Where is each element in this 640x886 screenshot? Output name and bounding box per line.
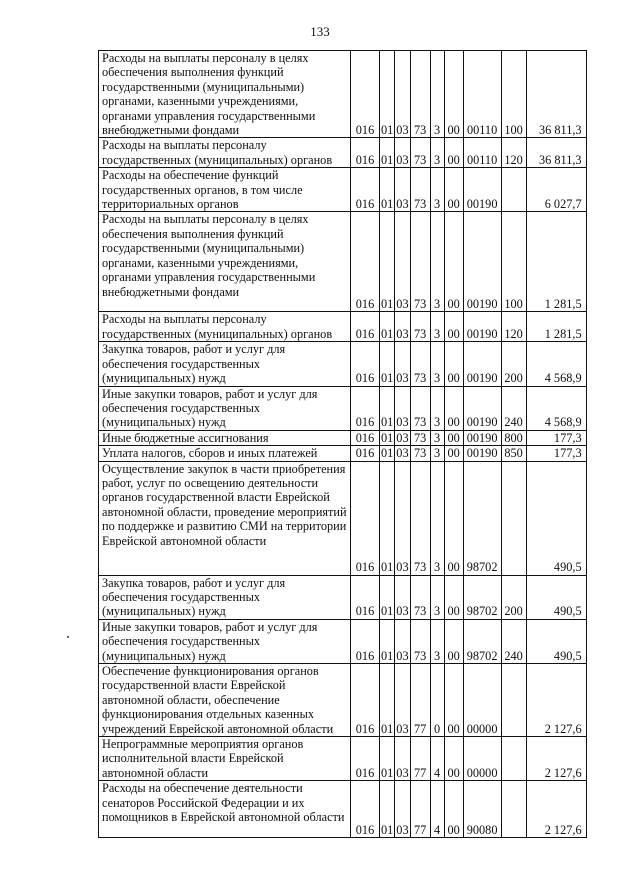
expense-type-code: 200 [501,342,526,386]
expense-type-code: 120 [501,138,526,168]
row-name: Уплата налогов, сборов и иных платежей [99,446,351,461]
subprogram-code: 3 [430,342,444,386]
section-code: 01 [380,461,395,575]
expense-type-code: 120 [501,312,526,342]
ministry-code: 016 [351,138,380,168]
amount: 1 281,5 [526,212,586,312]
subprogram-code: 3 [430,138,444,168]
article-code: 00000 [463,663,501,736]
section-code: 01 [380,212,395,312]
section-code: 01 [380,663,395,736]
subprogram-code: 3 [430,312,444,342]
section-code: 01 [380,737,395,781]
program-code: 73 [410,461,430,575]
amount: 2 127,6 [526,663,586,736]
ministry-code: 016 [351,737,380,781]
row-name: Расходы на выплаты персоналу в целях обеспечения выполнения функций государственными (муниципальными) органами, казенными учреждениями, органами управления государственными внебюджетными фондами [99,212,351,312]
subsection-code: 03 [396,430,409,445]
expense-type-code [501,737,526,781]
program-code: 73 [410,138,430,168]
expense-type-code [501,663,526,736]
subsection-code: 03 [395,168,410,212]
article-code: 90080 [463,781,501,838]
subprogram-code: 3 [430,430,444,445]
article-code: 00190 [463,386,501,430]
program-code: 73 [410,386,430,430]
ministry-code: 016 [351,446,380,461]
table-body [99,51,587,838]
subsection-code: 03 [395,51,410,138]
expense-type-code: 100 [501,212,526,312]
program-code: 73 [410,51,430,138]
subsection-code: 03 [396,446,409,461]
amount: 177,3 [526,430,586,445]
subsection-code: 03 [395,737,410,781]
ministry-code: 016 [351,781,380,838]
table-row [99,461,587,575]
subsection-code: 03 [395,461,410,575]
table-row [99,663,587,736]
program-code: 73 [410,619,430,663]
direction-code: 00 [444,446,463,461]
program-code: 73 [410,342,430,386]
expense-type-code: 200 [501,575,526,619]
subsection-code: 03 [395,138,410,168]
budget-table [98,50,587,838]
subprogram-code: 4 [430,781,444,838]
expense-type-code [501,461,526,575]
ministry-code: 016 [351,430,380,445]
expense-type-code [501,781,526,838]
article-code: 00110 [463,51,501,138]
expense-type-code [501,168,526,212]
table-row [99,446,587,461]
subsection-code: 03 [395,212,410,312]
amount: 4 568,9 [526,386,586,430]
expense-type-code: 240 [501,619,526,663]
section-code: 01 [380,138,395,168]
row-name: Расходы на обеспечение функций государственных органов, в том числе территориальных органов [99,168,351,212]
expense-type-code: 850 [501,446,526,461]
row-name: Расходы на выплаты персоналу государственных (муниципальных) органов [99,312,351,342]
subsection-code: 03 [395,619,410,663]
subsection-code: 03 [395,781,410,838]
row-name: Иные закупки товаров, работ и услуг для обеспечения государственных (муниципальных) нужд [99,386,351,430]
program-code: 77 [410,781,430,838]
ministry-code: 016 [351,461,380,575]
expense-type-code: 100 [501,51,526,138]
subprogram-code: 3 [430,386,444,430]
table-row [99,312,587,342]
article-code: 00000 [463,737,501,781]
table-row [99,575,587,619]
section-code: 01 [380,342,395,386]
program-code: 73 [410,430,430,445]
subsection-code: 03 [395,575,410,619]
ministry-code: 016 [351,575,380,619]
table-row [99,212,587,312]
section-code: 01 [380,619,395,663]
amount: 490,5 [526,461,586,575]
direction-code: 00 [444,312,463,342]
section-code: 01 [380,168,395,212]
section-code: 01 [380,51,395,138]
ministry-code: 016 [351,619,380,663]
table-row [99,386,587,430]
section-code: 01 [381,446,394,461]
subsection-code: 03 [395,386,410,430]
ministry-code: 016 [351,386,380,430]
row-name: Расходы на выплаты персоналу государственных (муниципальных) органов [99,138,351,168]
article-code: 00190 [463,342,501,386]
section-code: 01 [380,781,395,838]
table-row [99,51,587,138]
row-name: Иные закупки товаров, работ и услуг для обеспечения государственных (муниципальных) нужд [99,619,351,663]
article-code: 00110 [463,138,501,168]
subprogram-code: 3 [430,446,444,461]
row-name: Закупка товаров, работ и услуг для обеспечения государственных (муниципальных) нужд [99,342,351,386]
subprogram-code: 3 [430,575,444,619]
page-number: 133 [310,24,330,39]
row-name: Обеспечение функционирования органов государственной власти Еврейской автономной области, обеспечение функционирования отдельных казенных учреждений Еврейской автономной области [99,663,351,736]
subsection-code: 03 [395,312,410,342]
direction-code: 00 [444,781,463,838]
row-name: Иные бюджетные ассигнования [99,430,351,445]
amount: 2 127,6 [526,737,586,781]
subprogram-code: 3 [430,51,444,138]
amount: 36 811,3 [526,51,586,138]
program-code: 73 [410,446,430,461]
direction-code: 00 [444,461,463,575]
article-code: 98702 [463,575,501,619]
direction-code: 00 [444,430,463,445]
table-row [99,138,587,168]
subprogram-code: 3 [430,461,444,575]
table-row [99,168,587,212]
direction-code: 00 [444,138,463,168]
program-code: 73 [410,575,430,619]
program-code: 73 [410,212,430,312]
direction-code: 00 [444,342,463,386]
direction-code: 00 [444,575,463,619]
amount: 490,5 [526,575,586,619]
row-name: Закупка товаров, работ и услуг для обеспечения государственных (муниципальных) нужд [99,575,351,619]
direction-code: 00 [444,51,463,138]
subprogram-code: 3 [430,619,444,663]
subprogram-code: 3 [430,212,444,312]
amount: 490,5 [526,619,586,663]
table-row [99,430,587,445]
article-code: 98702 [463,619,501,663]
ministry-code: 016 [351,663,380,736]
section-code: 01 [380,312,395,342]
direction-code: 00 [444,386,463,430]
direction-code: 00 [444,663,463,736]
amount: 177,3 [526,446,586,461]
scan-speck [67,636,69,638]
ministry-code: 016 [351,312,380,342]
subprogram-code: 4 [430,737,444,781]
table-row [99,781,587,838]
direction-code: 00 [444,212,463,312]
row-name: Непрограммные мероприятия органов исполнительной власти Еврейской автономной области [99,737,351,781]
subsection-code: 03 [395,663,410,736]
row-name: Расходы на выплаты персоналу в целях обеспечения выполнения функций государственными (муниципальными) органами, казенными учреждениями, органами управления государственными внебюджетными фондами [99,51,351,138]
program-code: 77 [410,737,430,781]
ministry-code: 016 [351,51,380,138]
table-row [99,342,587,386]
direction-code: 00 [444,737,463,781]
program-code: 73 [410,168,430,212]
article-code: 00190 [463,168,501,212]
section-code: 01 [380,386,395,430]
article-code: 00190 [463,312,501,342]
row-name: Расходы на обеспечение деятельности сенаторов Российской Федерации и их помощников в Еврейской автономной области [99,781,351,838]
article-code: 00190 [463,430,501,445]
direction-code: 00 [444,619,463,663]
amount: 36 811,3 [526,138,586,168]
section-code: 01 [380,575,395,619]
table-row [99,737,587,781]
article-code: 98702 [463,461,501,575]
subprogram-code: 0 [430,663,444,736]
article-code: 00190 [463,446,501,461]
program-code: 73 [410,312,430,342]
amount: 4 568,9 [526,342,586,386]
amount: 6 027,7 [526,168,586,212]
program-code: 77 [410,663,430,736]
amount: 2 127,6 [526,781,586,838]
expense-type-code: 240 [501,386,526,430]
row-name: Осуществление закупок в части приобретения работ, услуг по освещению деятельности органов государственной власти Еврейской автономной области, проведение мероприятий по поддержке и развитию СМИ на территории Еврейской автономной области [99,461,351,575]
ministry-code: 016 [351,168,380,212]
amount: 1 281,5 [526,312,586,342]
ministry-code: 016 [351,212,380,312]
direction-code: 00 [444,168,463,212]
table-row [99,619,587,663]
article-code: 00190 [463,212,501,312]
subprogram-code: 3 [430,168,444,212]
expense-type-code: 800 [501,430,526,445]
section-code: 01 [381,430,394,445]
subsection-code: 03 [395,342,410,386]
ministry-code: 016 [351,342,380,386]
